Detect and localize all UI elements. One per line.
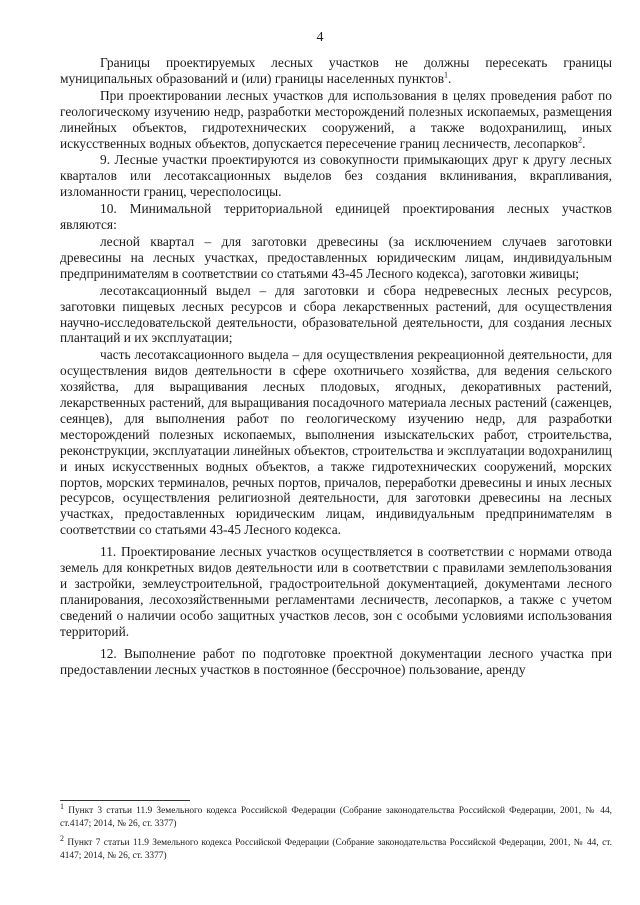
footnote-divider <box>60 800 190 801</box>
footnote-2: $^2$ Пункт 7 статьи 11.9 Земельного кодекса Российской Федерации (Собрание законодательства Российской Федерации, 2001, № 44, ст. 4147; 2014, № 26, ст. 3377) <box>60 833 612 861</box>
footnote-ref-2: 2 <box>578 135 583 145</box>
footnote-mark-1: 1 <box>60 801 64 811</box>
paragraph-item-11: 11. Проектирование лесных участков осуществляется в соответствии с нормами отвода земель для конкретных видов деятельности или в соответствии с правилами землепользования и застройки, землеустроительной, градостроительной документацией, документами лесного планирования, лесохозяйственными регламентами лесничеств, лесопарков, а также с учетом сведений о наличии особо защитных участков лесов, зон с особыми условиями использования территорий. <box>60 544 612 639</box>
footnote-mark-2: 2 <box>60 833 64 843</box>
paragraph-taxation-unit: лесотаксационный выдел – для заготовки и сбора недревесных лесных ресурсов, заготовки пищевых лесных ресурсов и сбора лекарственных растений, для осуществления научно-исследовательской деятельности, образовательной деятельности, для создания лесных плантаций и их эксплуатации; <box>60 282 612 346</box>
page-number: 4 <box>316 30 324 45</box>
paragraph-geology-exception: При проектировании лесных участков для использования в целях проведения работ по геологическому изучению недр, разработки месторождений полезных ископаемых, размещения линейных объектов, гидротехнических сооружений, а также водохранилищ, иных искусственных водных объектов, допускается пересечение границ лесничеств, лесопарков$^2$. <box>60 87 612 151</box>
body-text <box>60 55 612 678</box>
paragraph-forest-quarter: лесной квартал – для заготовки древесины (за исключением случаев заготовки древесины на лесных участках, предоставленных юридическим лицам, индивидуальным предпринимателям в соответствии со статьями 43-45 Лесного кодекса), заготовки живицы; <box>60 233 612 281</box>
footnote-ref-1: 1 <box>444 70 449 80</box>
paragraph-item-12: 12. Выполнение работ по подготовке проектной документации лесного участка при предоставлении лесных участков в постоянное (бессрочное) пользование, аренду <box>60 645 612 677</box>
paragraph-boundaries: Границы проектируемых лесных участков не должны пересекать границы муниципальных образований и (или) границы населенных пунктов$^1$. <box>60 55 612 86</box>
footnote-1: $^1$ Пункт 3 статьи 11.9 Земельного кодекса Российской Федерации (Собрание законодательства Российской Федерации, 2001, № 44, ст.4147; 2014, № 26, ст. 3377) <box>60 801 612 829</box>
footnotes <box>60 801 612 869</box>
paragraph-taxation-unit-part: часть лесотаксационного выдела – для осуществления рекреационной деятельности, для осуществления видов деятельности в сфере охотничьего хозяйства, для ведения сельского хозяйства, для выращивания лесных плодовых, ягодных, декоративных растений, лекарственных растений, для выращивания посадочного материала лесных растений (саженцев, сеянцев), для выполнения работ по геологическому изучению недр, для разработки месторождений полезных ископаемых, выполнения изыскательских работ, строительства, реконструкции, эксплуатации линейных объектов, строительства и эксплуатации водохранилищ и иных искусственных водных объектов, а также гидротехнических сооружений, морских портов, морских терминалов, речных портов, причалов, переработки древесины и иных лесных ресурсов, осуществления религиозной деятельности, для заготовки древесины на лесных участках, предоставленных юридическим лицам, индивидуальным предпринимателям в соответствии со статьями 43-45 Лесного кодекса. <box>60 347 612 538</box>
paragraph-item-9: 9. Лесные участки проектируются из совокупности примыкающих друг к другу лесных кварталов или лесотаксационных выделов без создания вклинивания, вкрапливания, изломанности границ, чересполосицы. <box>60 152 612 200</box>
paragraph-item-10: 10. Минимальной территориальной единицей проектирования лесных участков являются: <box>60 201 612 233</box>
